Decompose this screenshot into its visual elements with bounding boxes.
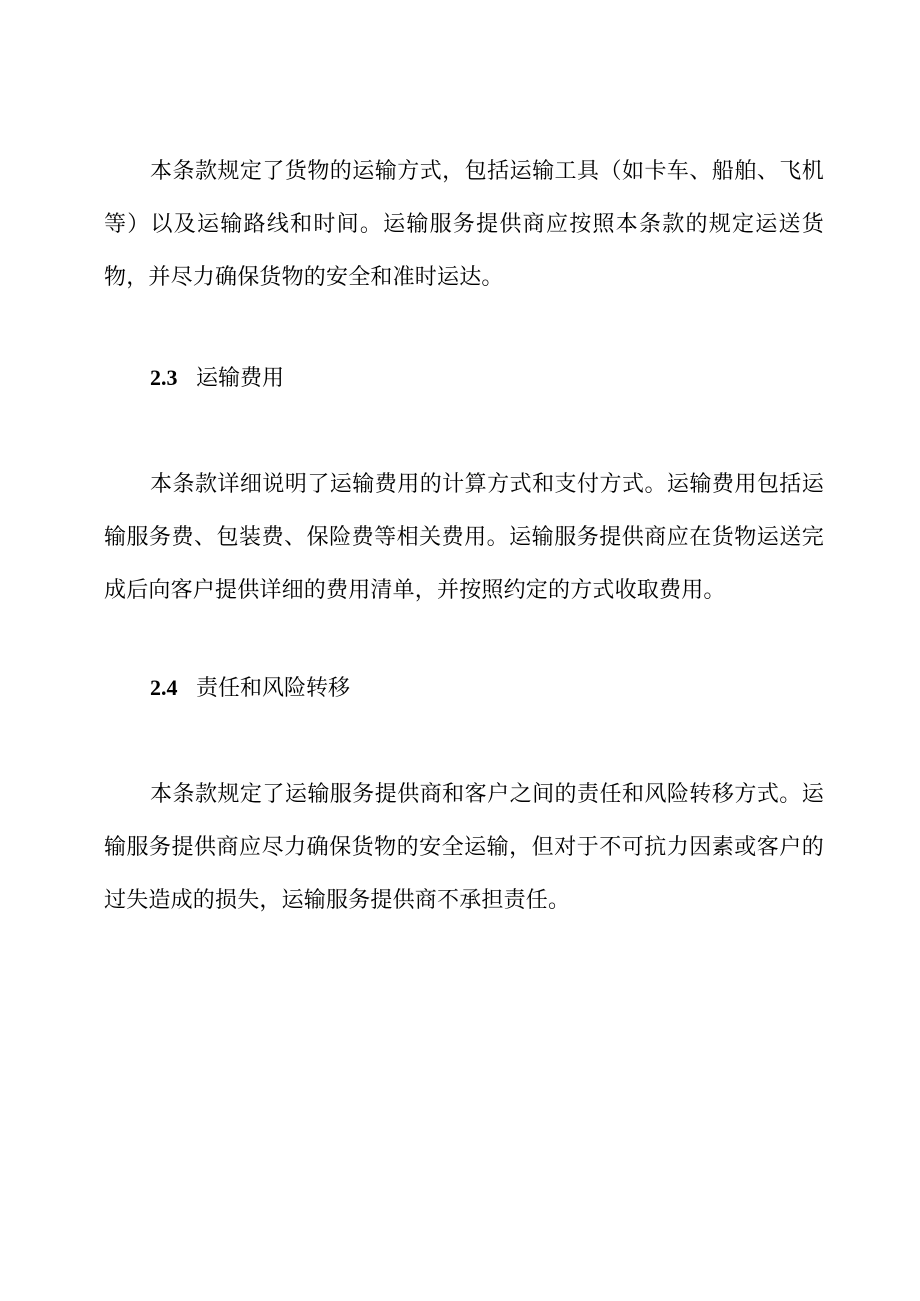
section-title: 责任和风险转移: [196, 676, 351, 701]
transport-fee-paragraph: 本条款详细说明了运输费用的计算方式和支付方式。运输费用包括运输服务费、包装费、保险费等相关费用。运输服务提供商应在货物运送完成后向客户提供详细的费用清单，并按照约定的方式收取费用。: [104, 472, 824, 603]
section-title: 运输费用: [196, 366, 285, 391]
transport-method-paragraph: 本条款规定了货物的运输方式，包括运输工具（如卡车、船舶、飞机等）以及运输路线和时间。运输服务提供商应按照本条款的规定运送货物，并尽力确保货物的安全和准时运达。: [104, 159, 824, 290]
section-heading-2-3: [150, 363, 284, 394]
section-heading-2-4: [150, 673, 350, 704]
section-number: 2.4: [150, 675, 178, 700]
liability-risk-paragraph: 本条款规定了运输服务提供商和客户之间的责任和风险转移方式。运输服务提供商应尽力确保货物的安全运输，但对于不可抗力因素或客户的过失造成的损失，运输服务提供商不承担责任。: [104, 782, 824, 913]
section-number: 2.3: [150, 365, 178, 390]
